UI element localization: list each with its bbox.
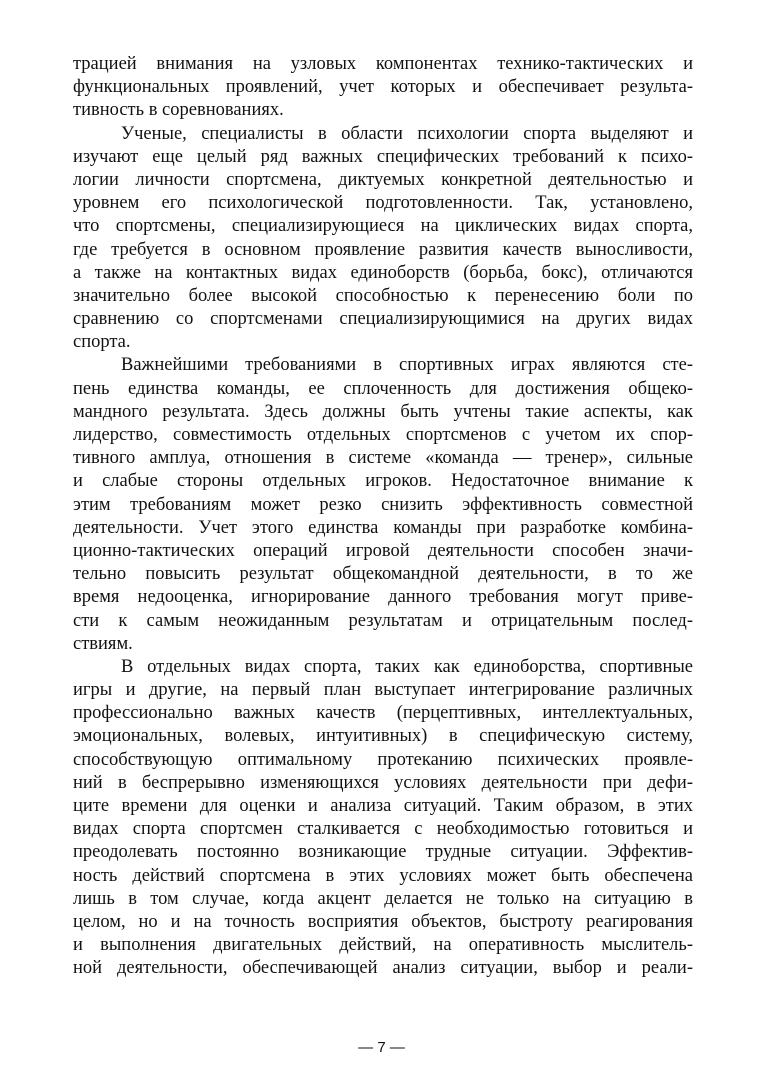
text-line: логии личности спортсмена, диктуемых конкретной деятельностью и (73, 169, 693, 190)
text-line: ционно-тактических операций игровой деятельности способен значи- (73, 540, 693, 561)
text-line: время недооценка, игнорирование данного требования могут приве- (73, 587, 693, 608)
text-line: тельно повысить результат общекомандной деятельности, в то же (73, 564, 693, 585)
text-line: деятельности. Учет этого единства команды при разработке комбина- (73, 517, 693, 538)
text-line: уровнем его психологической подготовленности. Так, установлено, (73, 193, 693, 214)
text-line: ний в беспрерывно изменяющихся условиях деятельности при дефи- (73, 772, 693, 793)
text-line: изучают еще целый ряд важных специфических требований к психо- (73, 146, 693, 167)
text-line: лидерство, совместимость отдельных спортсменов с учетом их спор- (73, 425, 693, 445)
text-line: В отдельных видах спорта, таких как единоборства, спортивные (121, 656, 693, 677)
text-line: Важнейшими требованиями в спортивных играх являются сте- (121, 355, 693, 376)
paragraph-3 (73, 354, 693, 655)
text-line: способствующую оптимальному протеканию психических проявле- (73, 749, 693, 770)
text-line: тивность в соревнованиях. (73, 100, 284, 121)
text-line: и слабые стороны отдельных игроков. Недостаточное внимание к (73, 471, 693, 492)
text-line: а также на контактных видах единоборств (борьба, бокс), отличаются (73, 262, 693, 283)
text-line: ствиям. (73, 633, 133, 654)
text-line: и выполнения двигательных действий, на оперативность мыслитель- (73, 935, 693, 956)
text-line: лишь в том случае, когда акцент делается не только на ситуацию в (73, 888, 693, 909)
paragraph-2 (73, 123, 693, 355)
text-line: целом, но и на точность восприятия объектов, быстроту реагирования (73, 911, 693, 932)
text-line: ной деятельности, обеспечивающей анализ ситуации, выбор и реали- (73, 958, 693, 979)
paragraph-4 (73, 656, 693, 981)
text-line: видах спорта спортсмен сталкивается с необходимостью готовиться и (73, 819, 693, 840)
text-line: игры и другие, на первый план выступает интегрирование различных (73, 680, 693, 701)
text-line: значительно более высокой способностью к перенесению боли по (73, 285, 693, 306)
text-line: что спортсмены, специализирующиеся на циклических видах спорта, (73, 216, 693, 237)
text-line: Ученые, специалисты в области психологии спорта выделяют и (121, 123, 693, 144)
text-line: этим требованиям может резко снизить эффективность совместной (73, 494, 693, 515)
text-line: сти к самым неожиданным результатам и отрицательным послед- (73, 610, 693, 631)
page-body (73, 53, 693, 981)
text-line: функциональных проявлений, учет которых и обеспечивает результа- (73, 77, 693, 98)
text-line: ность действий спортсмена в этих условиях может быть обеспечена (73, 865, 693, 886)
text-line: где требуется в основном проявление развития качеств выносливости, (73, 239, 693, 260)
text-line: пень единства команды, ее сплоченность для достижения общеко- (73, 378, 693, 399)
text-line: мандного результата. Здесь должны быть учтены такие аспекты, как (73, 401, 693, 422)
text-line: трацией внимания на узловых компонентах технико-тактических и (73, 54, 693, 74)
text-line: сравнению со спортсменами специализирующимися на других видах (73, 309, 693, 330)
text-line: ците времени для оценки и анализа ситуаций. Таким образом, в этих (73, 796, 693, 816)
text-line: тивного амплуа, отношения в системе «команда — тренер», сильные (73, 448, 693, 469)
text-line: эмоциональных, волевых, интуитивных) в специфическую систему, (73, 726, 693, 747)
text-line: профессионально важных качеств (перцептивных, интеллектуальных, (73, 703, 693, 724)
page-number: — 7 — (358, 1039, 405, 1056)
text-line: спорта. (73, 332, 131, 353)
paragraph-1 (73, 53, 693, 123)
text-line: преодолевать постоянно возникающие трудные ситуации. Эффектив- (73, 842, 693, 863)
